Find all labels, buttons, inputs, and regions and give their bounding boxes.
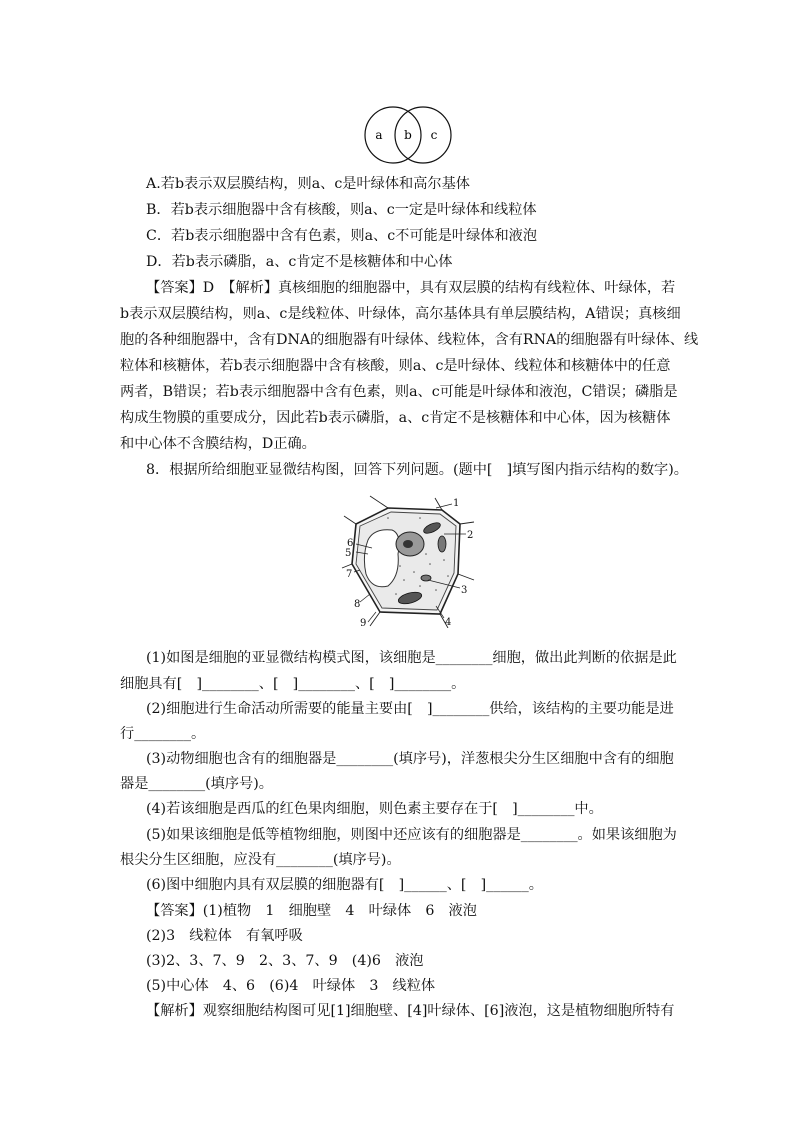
option-c: C．若b表示细胞器中含有色素，则a、c不可能是叶绿体和液泡 [146,228,538,244]
q7-answer-line: 【答案】D 【解析】真核细胞的细胞器中，具有双层膜的结构有线粒体、叶绿体，若 [146,280,676,296]
venn-circle-left [365,107,421,163]
venn-label-b: b [404,128,412,142]
cell-label-1: 1 [453,498,460,509]
venn-label-a: a [375,128,383,142]
cell-label-6: 6 [347,538,354,549]
q7-answer-line: 胞的各种细胞器中，含有DNA的细胞器有叶绿体、线粒体，含有RNA的细胞器有叶绿体、线 [120,332,699,348]
q8-sub-line: 根尖分生区细胞，应没有________(填序号)。 [120,852,401,868]
q8-sub-line: (2)细胞进行生命活动所需要的能量主要由[ ]________供给，该结构的主要功能是进 [146,701,674,717]
cell-label-7: 7 [346,569,353,580]
q8-sub-line: 细胞具有[ ]________、[ ]________、[ ]________。 [120,676,466,692]
q8-sub-line: (1)如图是细胞的亚显微结构模式图，该细胞是________细胞，做出此判断的依据是此 [146,650,677,666]
q8-sub-line: (4)若该细胞是西瓜的红色果肉细胞，则色素主要存在于[ ]________中。 [146,801,603,817]
q8-sub-line: 行________。 [120,726,206,742]
vacuole [364,530,399,587]
cell-label-5: 5 [345,548,352,559]
q8-answer-line: (3)2、3、7、9 2、3、7、9 (4)6 液泡 [146,953,424,969]
venn-diagram [356,104,462,166]
plant-cell-diagram [340,494,476,628]
option-d: D．若b表示磷脂，a、c肯定不是核糖体和中心体 [146,254,453,270]
q7-answer-line: b表示双层膜结构，则a、c是线粒体、叶绿体，高尔基体具有单层膜结构，A错误；真核细 [120,306,681,322]
q8-stem: 8．根据所给细胞亚显微结构图，回答下列问题。(题中[ ]填写图内指示结构的数字)。 [146,462,688,478]
venn-label-c: c [430,128,438,142]
q7-answer-line: 两者，B错误；若b表示细胞器中含有色素，则a、c可能是叶绿体和液泡，C错误；磷脂是 [120,384,678,400]
q8-answer-line: 【答案】(1)植物 1 细胞壁 4 叶绿体 6 液泡 [146,903,477,919]
q8-sub-line: 器是________(填序号)。 [120,776,273,792]
q8-answer-line: (2)3 线粒体 有氧呼吸 [146,928,303,944]
cell-label-8: 8 [354,599,361,610]
q8-sub-line: (3)动物细胞也含有的细胞器是________(填序号)，洋葱根尖分生区细胞中含有的细胞 [146,751,674,767]
q7-answer-line: 和中心体不含膜结构，D正确。 [120,436,316,452]
cell-label-2: 2 [467,530,474,541]
mitochondrion [438,536,446,552]
option-b: B．若b表示细胞器中含有核酸，则a、c一定是叶绿体和线粒体 [146,202,537,218]
option-a: A.若b表示双层膜结构，则a、c是叶绿体和高尔基体 [146,176,470,192]
q8-sub-line: (5)如果该细胞是低等植物细胞，则图中还应该有的细胞器是________。如果该细胞为 [146,827,677,843]
q8-sub-line: (6)图中细胞内具有双层膜的细胞器有[ ]______、[ ]______。 [146,877,543,893]
q8-answer-line: (5)中心体 4、6 (6)4 叶绿体 3 线粒体 [146,978,436,994]
cell-label-9: 9 [360,618,367,628]
q7-answer-line: 构成生物膜的重要成分，因此若b表示磷脂，a、c肯定不是核糖体和中心体，因为核糖体 [120,410,671,426]
q7-answer-line: 粒体和核糖体，若b表示细胞器中含有核酸，则a、c是叶绿体、线粒体和核糖体中的任意 [120,358,671,374]
cell-label-3: 3 [461,585,468,596]
q8-answer-line: 【解析】观察细胞结构图可见[1]细胞壁、[4]叶绿体、[6]液泡，这是植物细胞所特有 [146,1003,675,1019]
cell-label-4: 4 [445,617,452,628]
